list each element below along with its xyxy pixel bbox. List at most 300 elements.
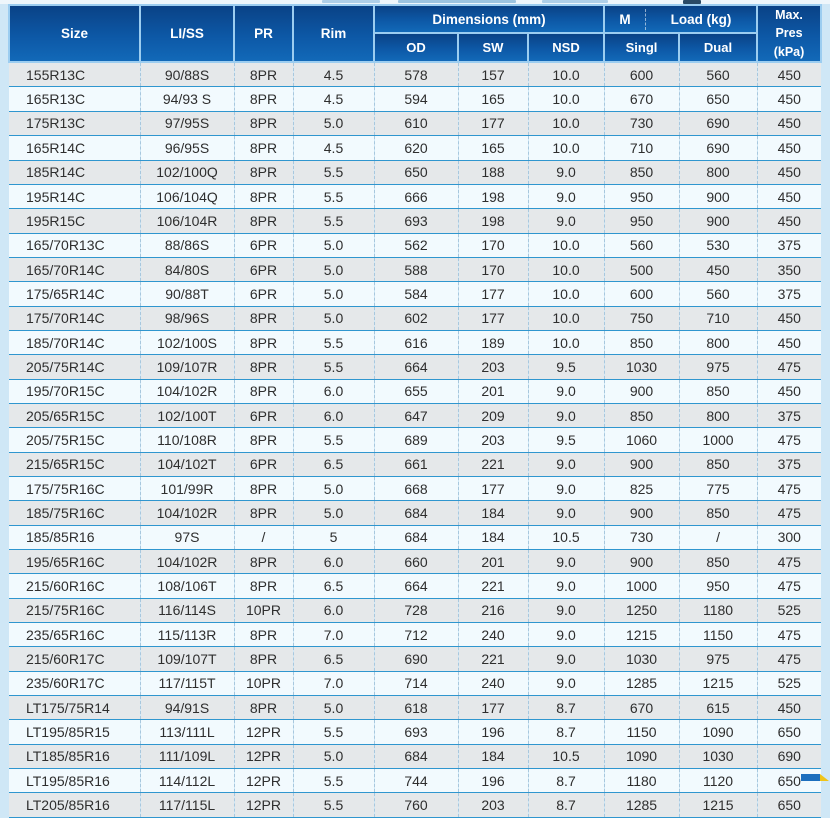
cell-single: 1090 [604,744,679,768]
cell-rim: 5 [293,525,374,549]
cell-pr: 8PR [234,306,293,330]
cell-dual: / [679,525,757,549]
cell-pres: 450 [757,87,821,111]
cell-rim: 5.0 [293,501,374,525]
cell-li_ss: 97/95S [140,111,234,135]
cell-nsd: 9.0 [528,550,604,574]
cell-nsd: 9.0 [528,452,604,476]
cell-pres: 450 [757,62,821,87]
cell-rim: 5.0 [293,476,374,500]
cell-size: LT175/75R14 [9,696,140,720]
table-row [9,403,821,427]
cell-nsd: 8.7 [528,696,604,720]
cell-pr: 6PR [234,257,293,281]
cell-od: 661 [374,452,458,476]
cell-sw: 188 [458,160,528,184]
cell-nsd: 9.0 [528,379,604,403]
cell-size: 215/65R15C [9,452,140,476]
cell-od: 712 [374,623,458,647]
cell-pr: 8PR [234,550,293,574]
cell-sw: 221 [458,452,528,476]
cell-pres: 650 [757,793,821,817]
cell-od: 588 [374,257,458,281]
cell-rim: 5.0 [293,696,374,720]
cell-single: 560 [604,233,679,257]
cell-single: 850 [604,160,679,184]
table-row [9,184,821,208]
logo-fragment-icon [801,773,830,781]
table-row [9,793,821,817]
cell-nsd: 9.0 [528,647,604,671]
table-row [9,160,821,184]
cell-dual: 1180 [679,598,757,622]
cell-nsd: 10.5 [528,525,604,549]
cell-sw: 203 [458,428,528,452]
header-pr: PR [234,5,293,62]
cell-sw: 216 [458,598,528,622]
cell-rim: 4.5 [293,62,374,87]
cell-pres: 475 [757,476,821,500]
cell-size: LT185/85R16 [9,744,140,768]
table-row [9,452,821,476]
cell-single: 1215 [604,623,679,647]
cell-nsd: 9.0 [528,501,604,525]
cell-dual: 1030 [679,744,757,768]
cell-od: 664 [374,355,458,379]
cell-size: 205/65R15C [9,403,140,427]
table-row [9,428,821,452]
cell-rim: 7.0 [293,671,374,695]
cell-size: 175/65R14C [9,282,140,306]
cell-pr: 6PR [234,403,293,427]
cell-li_ss: 104/102T [140,452,234,476]
cell-size: 235/60R17C [9,671,140,695]
cell-size: 175R13C [9,111,140,135]
cell-nsd: 9.0 [528,623,604,647]
cell-size: 215/60R16C [9,574,140,598]
cell-pres: 475 [757,550,821,574]
cell-li_ss: 90/88S [140,62,234,87]
cell-size: 155R13C [9,62,140,87]
cell-pr: 10PR [234,671,293,695]
cell-dual: 800 [679,403,757,427]
cell-single: 600 [604,62,679,87]
cell-li_ss: 106/104Q [140,184,234,208]
cell-dual: 1120 [679,769,757,793]
cell-pr: 8PR [234,696,293,720]
table-body [9,62,821,817]
cell-sw: 203 [458,355,528,379]
cell-single: 1285 [604,671,679,695]
cell-pres: 690 [757,744,821,768]
cell-od: 684 [374,501,458,525]
cell-li_ss: 88/86S [140,233,234,257]
cell-sw: 157 [458,62,528,87]
header-max-pres [757,5,821,62]
cell-single: 1180 [604,769,679,793]
cell-single: 600 [604,282,679,306]
cell-sw: 203 [458,793,528,817]
cell-pr: 10PR [234,598,293,622]
cell-size: 185/85R16 [9,525,140,549]
cell-od: 578 [374,62,458,87]
cell-pr: 8PR [234,476,293,500]
cell-single: 1060 [604,428,679,452]
cell-dual: 850 [679,379,757,403]
cell-rim: 5.5 [293,793,374,817]
cell-sw: 184 [458,744,528,768]
cell-rim: 5.0 [293,111,374,135]
cell-size: 195/70R15C [9,379,140,403]
table-row [9,87,821,111]
cell-od: 562 [374,233,458,257]
cell-single: 1000 [604,574,679,598]
cell-dual: 1000 [679,428,757,452]
cell-size: 215/60R17C [9,647,140,671]
cell-single: 730 [604,525,679,549]
cell-od: 760 [374,793,458,817]
cell-nsd: 10.0 [528,282,604,306]
cell-sw: 196 [458,769,528,793]
cell-pr: 6PR [234,233,293,257]
cell-sw: 177 [458,476,528,500]
cell-sw: 201 [458,550,528,574]
cell-od: 744 [374,769,458,793]
cell-li_ss: 114/112L [140,769,234,793]
cell-size: 195R14C [9,184,140,208]
header-load-m: M [605,9,646,30]
cell-rim: 7.0 [293,623,374,647]
cell-nsd: 9.0 [528,476,604,500]
cell-li_ss: 97S [140,525,234,549]
cell-pres: 650 [757,769,821,793]
cell-od: 620 [374,136,458,160]
cell-size: 165/70R13C [9,233,140,257]
cell-li_ss: 104/102R [140,550,234,574]
cell-od: 690 [374,647,458,671]
cell-dual: 615 [679,696,757,720]
cell-single: 950 [604,184,679,208]
cell-od: 684 [374,525,458,549]
cell-li_ss: 104/102R [140,379,234,403]
table-row [9,550,821,574]
cell-single: 500 [604,257,679,281]
cell-dual: 800 [679,160,757,184]
cell-od: 668 [374,476,458,500]
cell-li_ss: 113/111L [140,720,234,744]
cell-dual: 950 [679,574,757,598]
cell-sw: 184 [458,501,528,525]
cell-size: 175/70R14C [9,306,140,330]
cell-sw: 209 [458,403,528,427]
cell-pr: 8PR [234,428,293,452]
cell-pres: 350 [757,257,821,281]
cell-rim: 5.0 [293,744,374,768]
cell-od: 693 [374,209,458,233]
cell-li_ss: 90/88T [140,282,234,306]
cell-rim: 5.0 [293,282,374,306]
cell-single: 900 [604,452,679,476]
cell-od: 693 [374,720,458,744]
cell-rim: 5.5 [293,330,374,354]
cell-rim: 5.5 [293,355,374,379]
cell-od: 660 [374,550,458,574]
table-row [9,355,821,379]
cell-single: 1285 [604,793,679,817]
cell-rim: 4.5 [293,136,374,160]
cell-single: 1030 [604,355,679,379]
table-row [9,257,821,281]
cell-dual: 690 [679,111,757,135]
cell-rim: 5.5 [293,720,374,744]
cell-dual: 450 [679,257,757,281]
table-row [9,696,821,720]
cell-od: 728 [374,598,458,622]
table-row [9,525,821,549]
cell-size: 195R15C [9,209,140,233]
cell-li_ss: 117/115L [140,793,234,817]
table-row [9,233,821,257]
cell-rim: 5.5 [293,209,374,233]
header-rim: Rim [293,5,374,62]
cell-sw: 170 [458,233,528,257]
cell-pres: 450 [757,696,821,720]
table-row [9,379,821,403]
cell-dual: 975 [679,355,757,379]
cell-size: 235/65R16C [9,623,140,647]
cell-li_ss: 84/80S [140,257,234,281]
cell-nsd: 10.0 [528,136,604,160]
cell-dual: 850 [679,501,757,525]
cell-sw: 198 [458,209,528,233]
cell-li_ss: 96/95S [140,136,234,160]
cell-sw: 201 [458,379,528,403]
cell-size: 165R14C [9,136,140,160]
cell-rim: 6.0 [293,403,374,427]
cell-od: 594 [374,87,458,111]
table-header [9,5,821,62]
cell-pres: 450 [757,111,821,135]
cell-single: 825 [604,476,679,500]
cell-rim: 6.5 [293,452,374,476]
cell-nsd: 10.0 [528,233,604,257]
header-load-kg: Load (kg) [670,11,732,27]
cell-size: 165/70R14C [9,257,140,281]
cell-pr: 12PR [234,793,293,817]
cell-size: 205/75R14C [9,355,140,379]
logo-yellow-wedge [820,774,829,781]
cell-single: 670 [604,696,679,720]
cell-nsd: 8.7 [528,793,604,817]
cell-rim: 6.5 [293,647,374,671]
cell-sw: 221 [458,647,528,671]
cell-li_ss: 104/102R [140,501,234,525]
cell-nsd: 9.0 [528,598,604,622]
max-pres-line1: Max. [775,8,803,22]
header-single: Singl [604,33,679,62]
tire-spec-table [8,4,822,818]
cell-size: LT205/85R16 [9,793,140,817]
cell-li_ss: 102/100S [140,330,234,354]
header-od: OD [374,33,458,62]
cell-dual: 775 [679,476,757,500]
cell-pres: 375 [757,403,821,427]
table-row [9,330,821,354]
cell-pres: 450 [757,136,821,160]
cell-od: 618 [374,696,458,720]
logo-blue-bar [801,774,820,781]
cell-size: 165R13C [9,87,140,111]
cell-li_ss: 94/93 S [140,87,234,111]
cell-nsd: 10.0 [528,330,604,354]
cell-dual: 800 [679,330,757,354]
cell-li_ss: 110/108R [140,428,234,452]
cell-pres: 450 [757,379,821,403]
cell-li_ss: 101/99R [140,476,234,500]
cell-dual: 850 [679,550,757,574]
cell-pr: 8PR [234,160,293,184]
cell-od: 714 [374,671,458,695]
cell-dual: 900 [679,184,757,208]
cell-sw: 184 [458,525,528,549]
cell-rim: 6.0 [293,379,374,403]
cell-size: LT195/85R16 [9,769,140,793]
cell-nsd: 9.0 [528,184,604,208]
cell-nsd: 10.0 [528,62,604,87]
cell-size: 185/75R16C [9,501,140,525]
cell-pr: 8PR [234,330,293,354]
header-dimensions-group: Dimensions (mm) [374,5,604,33]
cell-sw: 240 [458,671,528,695]
cell-pres: 475 [757,647,821,671]
cell-dual: 710 [679,306,757,330]
cell-rim: 6.0 [293,550,374,574]
cell-size: 175/75R16C [9,476,140,500]
cell-sw: 165 [458,87,528,111]
cell-single: 850 [604,403,679,427]
cell-sw: 177 [458,696,528,720]
cell-dual: 975 [679,647,757,671]
table-row [9,282,821,306]
cell-od: 610 [374,111,458,135]
cell-nsd: 10.0 [528,306,604,330]
cell-single: 730 [604,111,679,135]
cell-pres: 375 [757,282,821,306]
cell-od: 689 [374,428,458,452]
max-pres-line2: Pres [775,26,803,41]
table-row [9,671,821,695]
table-row [9,476,821,500]
cell-nsd: 10.0 [528,257,604,281]
cell-nsd: 9.0 [528,160,604,184]
table-row [9,574,821,598]
table-row [9,720,821,744]
header-dual: Dual [679,33,757,62]
table-row [9,598,821,622]
cell-pres: 450 [757,330,821,354]
cell-single: 900 [604,501,679,525]
cell-rim: 5.5 [293,428,374,452]
cell-pr: 12PR [234,744,293,768]
table-row [9,306,821,330]
cell-dual: 1090 [679,720,757,744]
cell-rim: 4.5 [293,87,374,111]
table-row [9,623,821,647]
cell-li_ss: 116/114S [140,598,234,622]
table-row [9,647,821,671]
cell-single: 670 [604,87,679,111]
cell-rim: 5.5 [293,769,374,793]
cell-nsd: 8.7 [528,720,604,744]
cell-li_ss: 102/100T [140,403,234,427]
cell-pres: 650 [757,720,821,744]
cell-pres: 375 [757,233,821,257]
cell-sw: 196 [458,720,528,744]
cell-pres: 525 [757,598,821,622]
cell-od: 602 [374,306,458,330]
cell-dual: 1215 [679,793,757,817]
cell-dual: 650 [679,87,757,111]
cell-li_ss: 106/104R [140,209,234,233]
cell-rim: 6.5 [293,574,374,598]
cell-sw: 170 [458,257,528,281]
max-pres-line3: (kPa) [773,44,805,59]
cell-single: 850 [604,330,679,354]
header-liss: LI/SS [140,5,234,62]
cell-li_ss: 109/107T [140,647,234,671]
cell-rim: 5.0 [293,306,374,330]
cell-od: 584 [374,282,458,306]
cell-pr: 6PR [234,282,293,306]
cell-dual: 850 [679,452,757,476]
cell-pr: 8PR [234,574,293,598]
header-load-group [604,5,757,33]
cell-nsd: 9.0 [528,403,604,427]
cell-od: 650 [374,160,458,184]
cell-rim: 6.0 [293,598,374,622]
load-group-inner [605,6,756,32]
cell-pr: 8PR [234,184,293,208]
cell-pres: 450 [757,209,821,233]
cell-od: 684 [374,744,458,768]
cell-od: 664 [374,574,458,598]
cell-sw: 177 [458,111,528,135]
cell-nsd: 10.0 [528,111,604,135]
cell-od: 655 [374,379,458,403]
cell-sw: 240 [458,623,528,647]
cell-nsd: 10.5 [528,744,604,768]
cell-pr: 8PR [234,136,293,160]
cell-single: 1250 [604,598,679,622]
cell-pr: 8PR [234,379,293,403]
cell-size: 215/75R16C [9,598,140,622]
cell-nsd: 9.0 [528,671,604,695]
cell-single: 1030 [604,647,679,671]
cell-sw: 221 [458,574,528,598]
cell-pres: 475 [757,355,821,379]
cell-li_ss: 108/106T [140,574,234,598]
cell-size: 195/65R16C [9,550,140,574]
cell-pr: 8PR [234,62,293,87]
table-row [9,744,821,768]
cell-dual: 690 [679,136,757,160]
cell-sw: 189 [458,330,528,354]
cell-pr: 12PR [234,769,293,793]
cell-pr: 8PR [234,647,293,671]
cell-single: 900 [604,379,679,403]
cell-sw: 177 [458,306,528,330]
cell-size: 185/70R14C [9,330,140,354]
